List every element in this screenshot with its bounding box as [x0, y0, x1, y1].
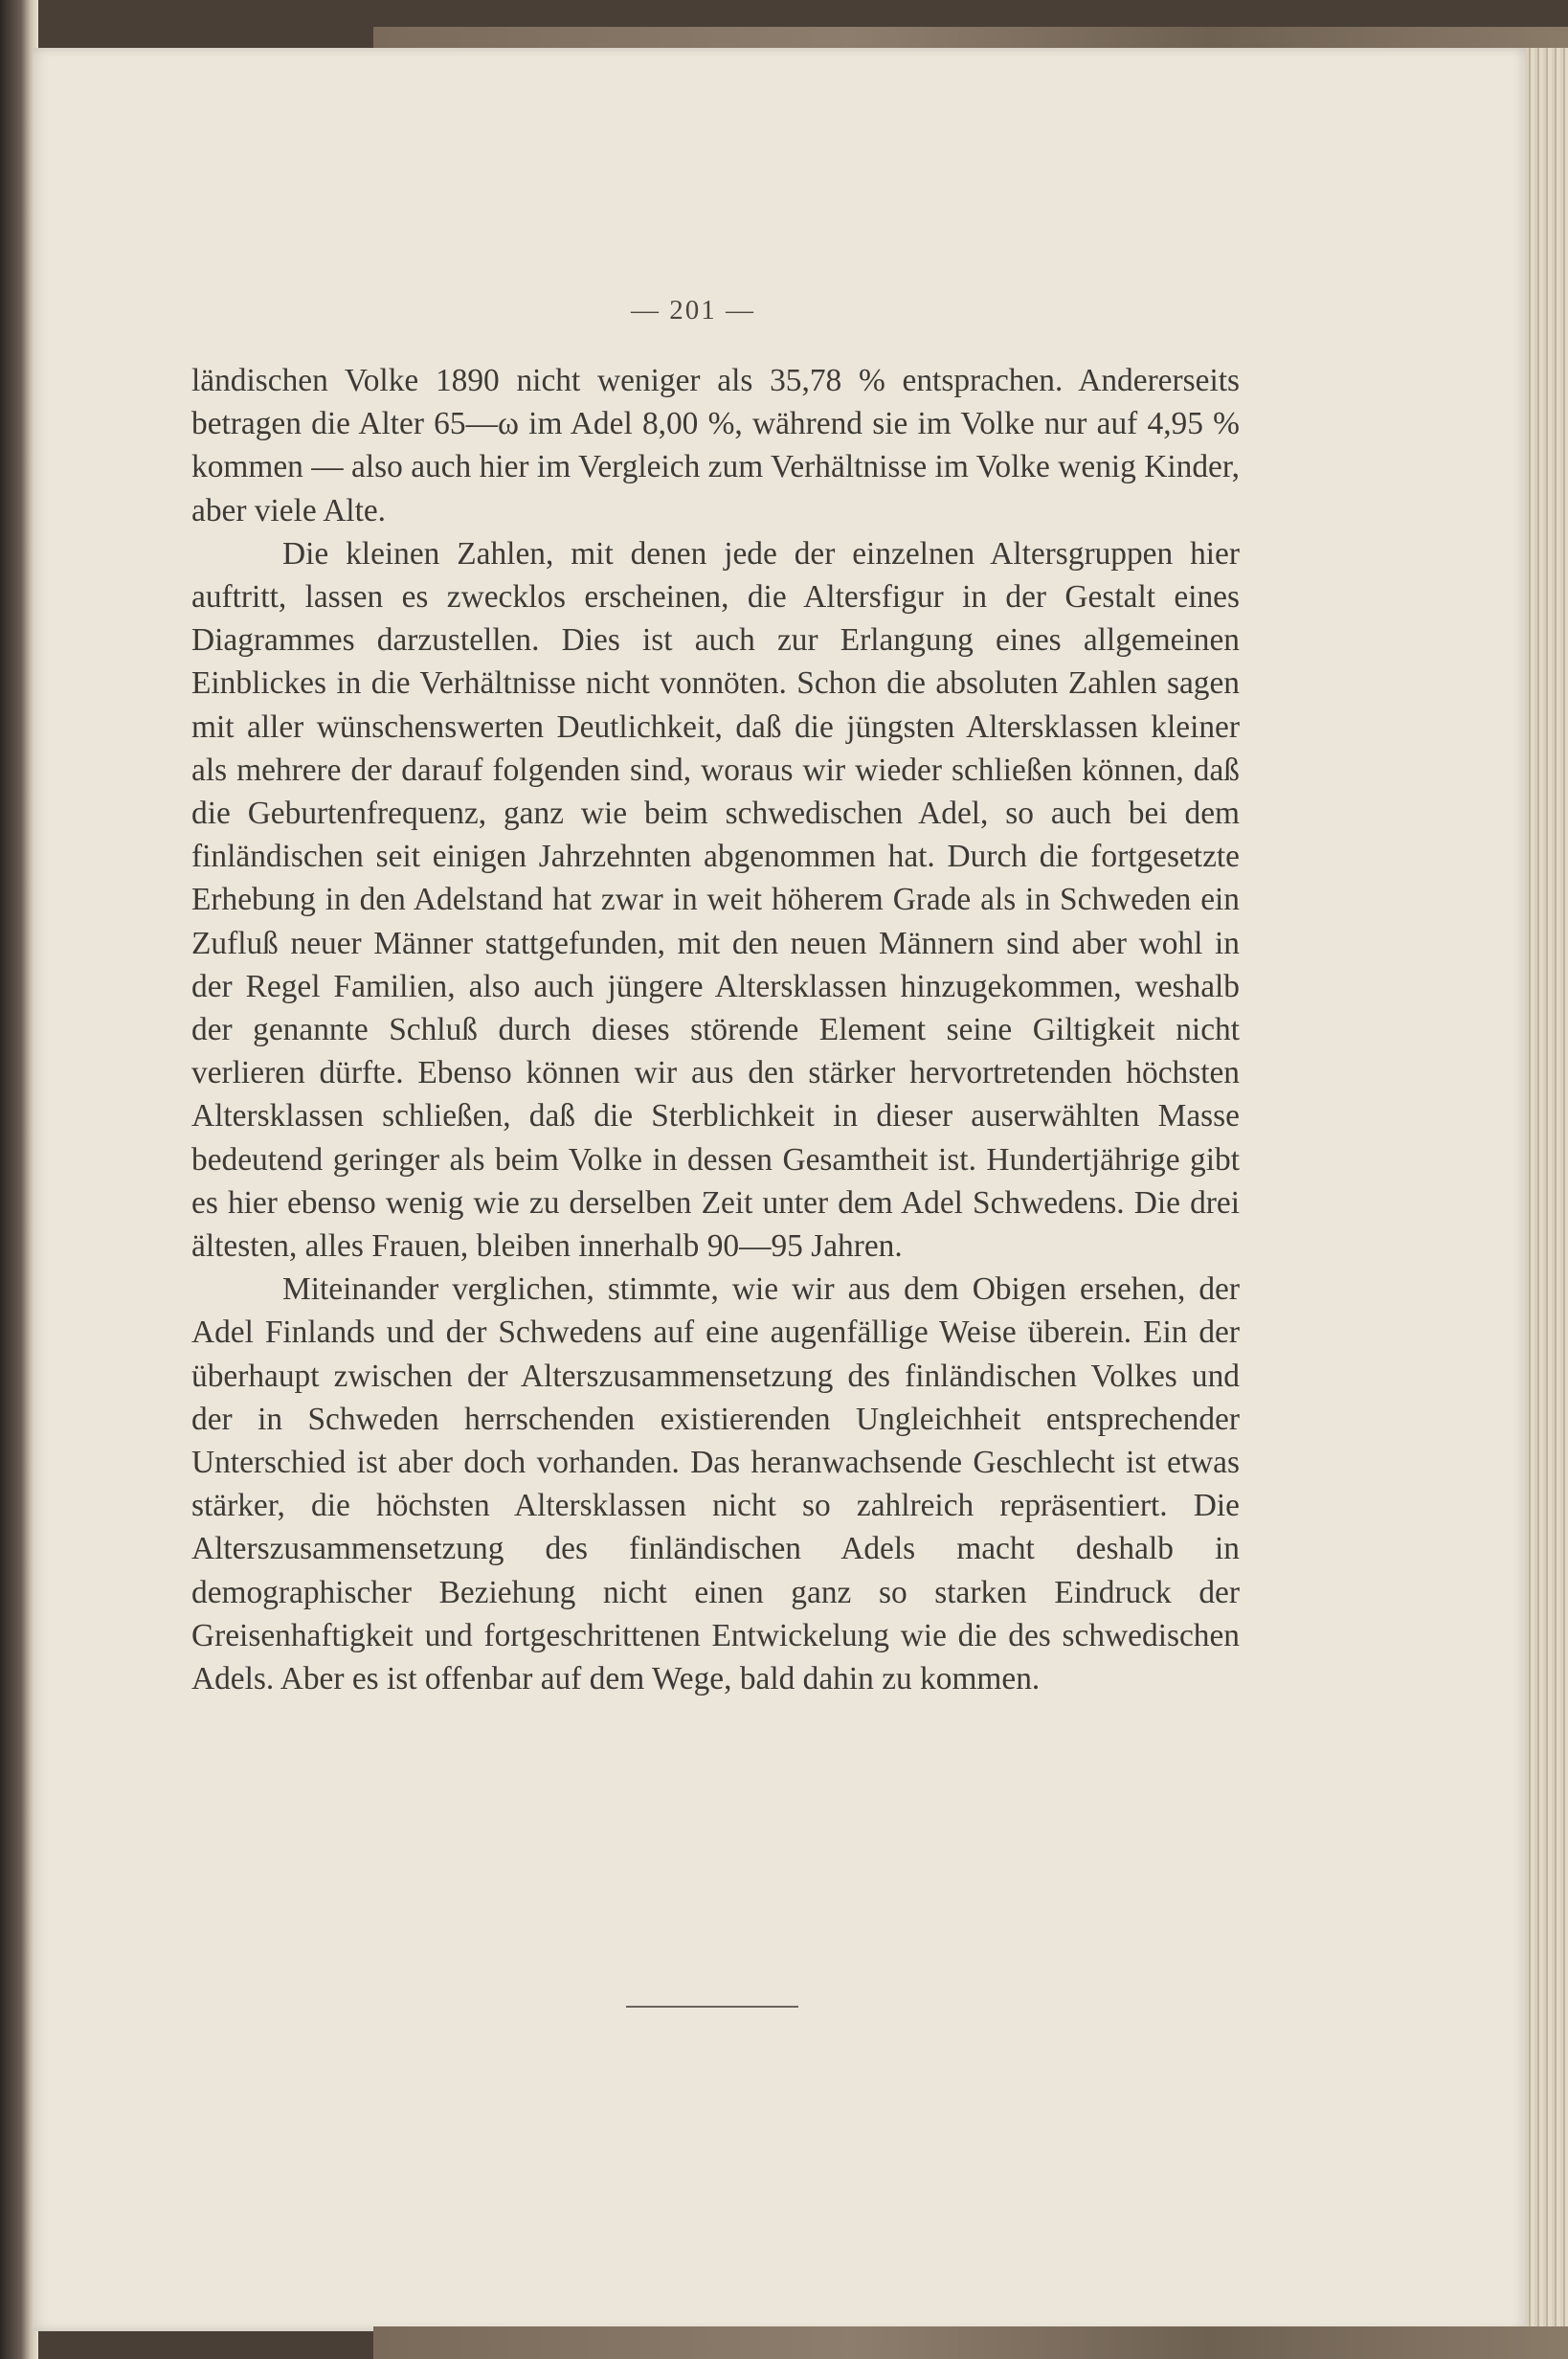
paragraph-1: ländischen Volke 1890 nicht weniger als 35,78 % entsprachen. Andererseits betragen die Alter 65—ω im Adel 8,00 %, während sie im Volke nur auf 4,95 % kommen — also auch hier im Vergleich zum Verhältnisse im Volke wenig Kinder, aber viele Alte. [191, 363, 1240, 528]
page-sheet [33, 48, 1526, 2331]
end-rule [626, 2006, 798, 2008]
page-number: — 201 — [631, 295, 755, 326]
page-stack-edge [1526, 48, 1568, 2331]
cover-edge-bottom [373, 2326, 1568, 2359]
paragraph-3: Miteinander verglichen, stimmte, wie wir aus dem Obigen ersehen, der Adel Finlands und der Schwedens auf eine augenfällige Weise überein. Ein der überhaupt zwischen der Alterszusammensetzung des finländischen Volkes und der in Schweden herrschenden existierenden Ungleichheit entsprechender Unterschied ist aber doch vorhanden. Das heranwachsende Geschlecht ist etwas stärker, die höchsten Altersklassen nicht so zahlreich repräsentiert. Die Alterszusammensetzung des finländischen Adels macht deshalb in demographischer Beziehung nicht einen ganz so starken Eindruck der Greisenhaftigkeit und fortgeschrittenen Entwickelung wie die des schwedischen Adels. Aber es ist offenbar auf dem Wege, bald dahin zu kommen. [191, 1271, 1240, 1697]
paragraph-2: Die kleinen Zahlen, mit denen jede der einzelnen Altersgruppen hier auftritt, lassen es zwecklos erscheinen, die Altersfigur in der Gestalt eines Diagrammes darzustellen. Dies ist auch zur Erlangung eines allgemeinen Einblickes in die Verhältnisse nicht vonnöten. Schon die absoluten Zahlen sagen mit aller wünschenswerten Deutlichkeit, daß die jüngsten Altersklassen kleiner als mehrere der darauf folgenden sind, woraus wir wieder schließen können, daß die Geburtenfrequenz, ganz wie beim schwedischen Adel, so auch bei dem finländischen seit einigen Jahrzehnten abgenommen hat. Durch die fortgesetzte Erhebung in den Adelstand hat zwar in weit höherem Grade als in Schweden ein Zufluß neuer Männer stattgefunden, mit den neuen Männern sind aber wohl in der Regel Familien, also auch jüngere Altersklassen hinzugekommen, weshalb der genannte Schluß durch dieses störende Element seine Giltigkeit nicht verlieren dürfte. Ebenso können wir aus den stärker hervortretenden höchsten Altersklassen schließen, daß die Sterblichkeit in dieser auserwählten Masse bedeutend geringer als beim Volke in dessen Gesamtheit ist. Hundertjährige gibt es hier ebenso wenig wie zu derselben Zeit unter dem Adel Schwedens. Die drei ältesten, alles Frauen, bleiben innerhalb 90—95 Jahren. [191, 535, 1240, 1265]
body-text [191, 359, 1240, 1700]
